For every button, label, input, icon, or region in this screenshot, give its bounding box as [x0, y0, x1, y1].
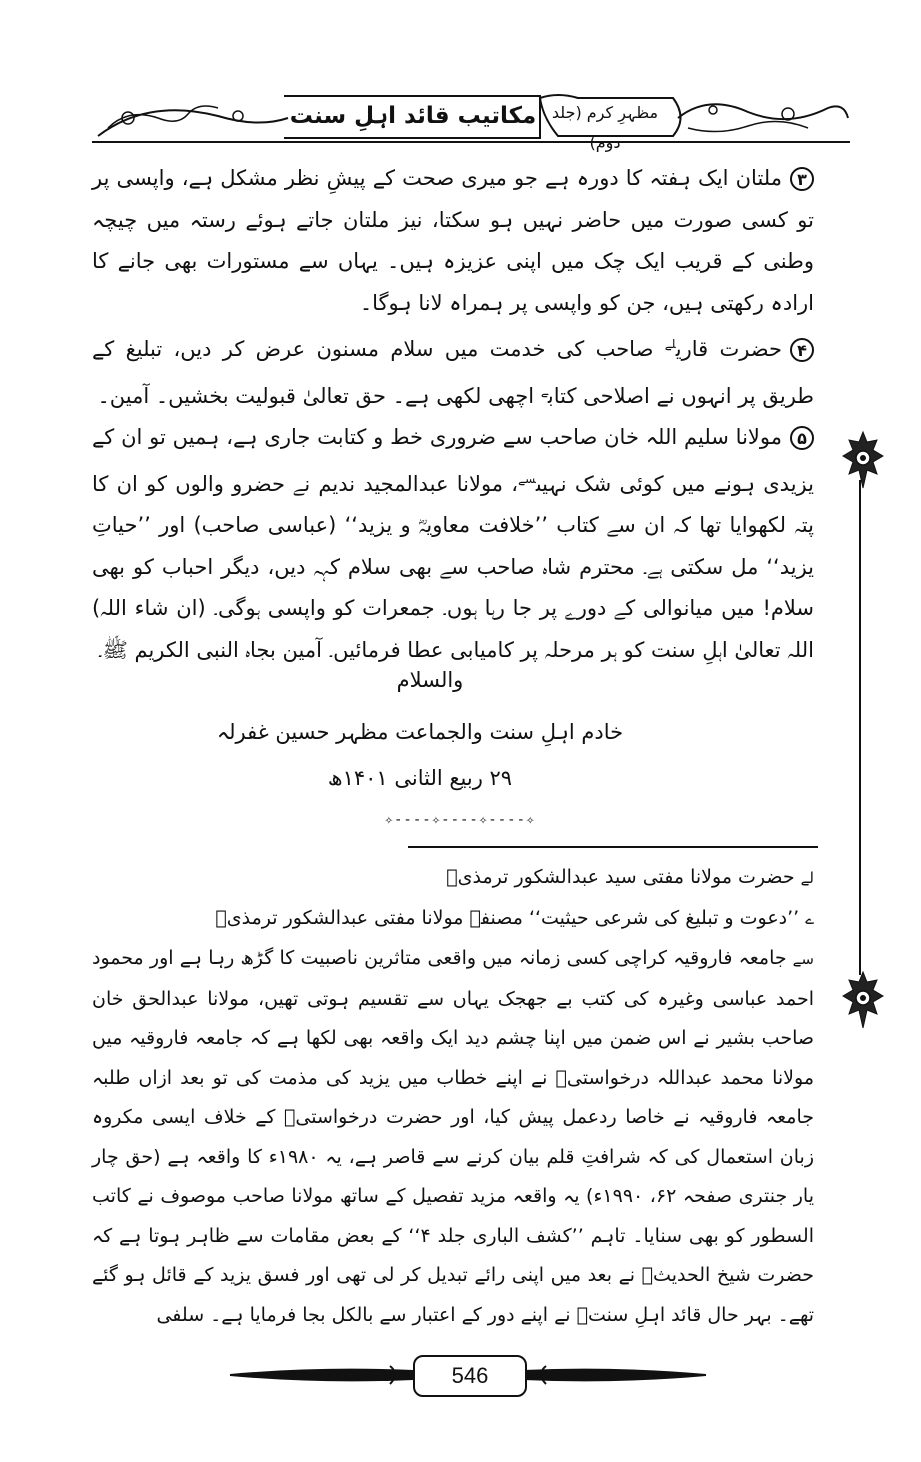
page-footer — [230, 1350, 706, 1400]
paragraph-number: ۳ — [790, 167, 814, 191]
footnote-3 — [92, 939, 814, 1335]
signatory: خادم اہلِ سنت والجماعت مظہر حسین غفرلہ — [216, 720, 624, 744]
paragraph-3 — [92, 158, 814, 324]
footnotes — [92, 858, 814, 1335]
footnote-ref: لے — [664, 337, 676, 351]
footnote-ref: ے — [540, 383, 548, 398]
running-title: مکاتیب قائد اہلِ سنت — [289, 103, 537, 129]
salutation: والسلام — [396, 668, 464, 692]
footnote-mark: لے — [800, 869, 814, 887]
paragraph-text: ، مولانا عبدالمجید ندیم نے حضرو والوں کو ان کا پتہ لکھوایا تھا کہ ان سے کتاب ’’خلافت معاویہؓ و یزید‘‘ (عباسی صاحب) اور ’’حیاتِ یزید‘‘ مل سکتی ہے۔ محترم شاہ صاحب سے بھی سلام کہہ دیں، دیگر احباب کو بھی سلام! میں میانوالی کے دورے پر جا رہا ہوں۔ جمعرات کو واپسی ہوگی۔ (ان شاء اللہ) اللہ تعالیٰ اہلِ سنت کو ہر مرحلہ پر کامیابی عطا فرمائیں۔ آمین بجاہ النبی الکریم ﷺ۔ — [92, 471, 814, 662]
paragraph-text: ملتان ایک ہفتہ کا دورہ ہے جو میری صحت کے پیشِ نظر مشکل ہے، واپسی پر تو کسی صورت میں حاضر نہیں ہو سکتا، نیز ملتان جاتے ہوئے رستہ میں چیچہ وطنی کے قریب ایک چک میں اپنی عزیزہ ہیں۔ یہاں سے مستورات بھی جانے کا ارادہ رکھتی ہیں، جن کو واپسی پر ہمراہ لانا ہوگا۔ — [92, 166, 814, 315]
footnote-text: جامعہ فاروقیہ کراچی کسی زمانہ میں واقعی متاثرین ناصبیت کا گڑھ رہا ہے اور محمود احمد عباسی وغیرہ کی کتب بے جھجک یہاں سے تقسیم ہوتی تھیں، مولانا عبدالحق خان صاحب بشیر نے اس ضمن میں اپنا چشم دید ایک واقعہ بھی لکھا ہے کہ جامعہ فاروقیہ میں مولانا محمد عبداللہ درخواستیؒ نے اپنے خطاب میں یزید کی مذمت کی تو بعد ازاں طلبہ جامعہ فاروقیہ نے خاصا ردعمل پیش کیا، اور حضرت درخواستیؒ کے خلاف ایسی مکروہ زبان استعمال کی کہ شرافتِ قلم بیان کرنے سے قاصر ہے، یہ ۱۹۸۰ء کا واقعہ ہے (حق چار یار جنتری صفحہ ۶۲، ۱۹۹۰ء) یہ واقعہ مزید تفصیل کے ساتھ مولانا صاحب موصوف نے کاتب السطور کو بھی سنایا۔ تاہم ’’کشف الباری جلد ۴‘‘ کے بعض مقامات سے ظاہر ہوتا ہے کہ حضرت شیخ الحدیثؒ نے بعد میں اپنی رائے تبدیل کر لی تھی اور فسق یزید کے قائل ہو گئے تھے۔ بہر حال قائد اہلِ سنتؒ نے اپنے دور کے اعتبار سے بالکل بجا فرمایا ہے۔ سلفی — [92, 947, 815, 1326]
footnote-text: ’’دعوت و تبلیغ کی شرعی حیثیت‘‘ مصنفہ مولانا مفتی عبدالشکور ترمذیؒ — [215, 906, 800, 929]
paragraph-text: صاحب کی خدمت میں سلام مسنون عرض کر دیں، تبلیغ کے طریق پر انہوں نے اصلاحی کتاب — [92, 337, 814, 408]
paragraph-text: مولانا سلیم اللہ خان صاحب سے ضروری خط و کتابت جاری ہے، ہمیں تو ان کے یزیدی ہونے میں کوئی شک نہیں — [92, 425, 814, 496]
footnote-rule — [408, 846, 818, 848]
footnote-mark: سے — [792, 950, 814, 968]
margin-line — [859, 480, 861, 975]
paragraph-5 — [92, 417, 814, 671]
footnote-mark: ے — [805, 909, 814, 928]
section-separator: ✧----✧----✧----✧ — [384, 812, 536, 828]
paragraph-number: ۴ — [790, 338, 814, 362]
paragraph-text: حضرت قاری — [675, 337, 782, 361]
footnote-1 — [92, 858, 814, 899]
footnote-ref: سے — [518, 471, 536, 486]
paragraph-text: اچھی لکھی ہے۔ حق تعالیٰ قبولیت بخشیں۔ آمین۔ — [97, 383, 535, 408]
page-header — [88, 88, 854, 152]
letter-body — [92, 158, 814, 671]
floral-ornament-icon — [841, 430, 885, 490]
page-number: 546 — [413, 1355, 527, 1397]
paragraph-4 — [92, 324, 814, 417]
paragraph-number: ۵ — [790, 426, 814, 450]
letter-date: ۲۹ ربیع الثانی ۱۴۰۱ھ — [327, 766, 513, 790]
volume-label: مظہرِ کرم (جلد دوم) — [551, 103, 659, 152]
floral-ornament-icon — [841, 970, 885, 1030]
footnote-2 — [92, 899, 814, 940]
footnote-text: حضرت مولانا مفتی سید عبدالشکور ترمذیؒ — [446, 866, 795, 888]
